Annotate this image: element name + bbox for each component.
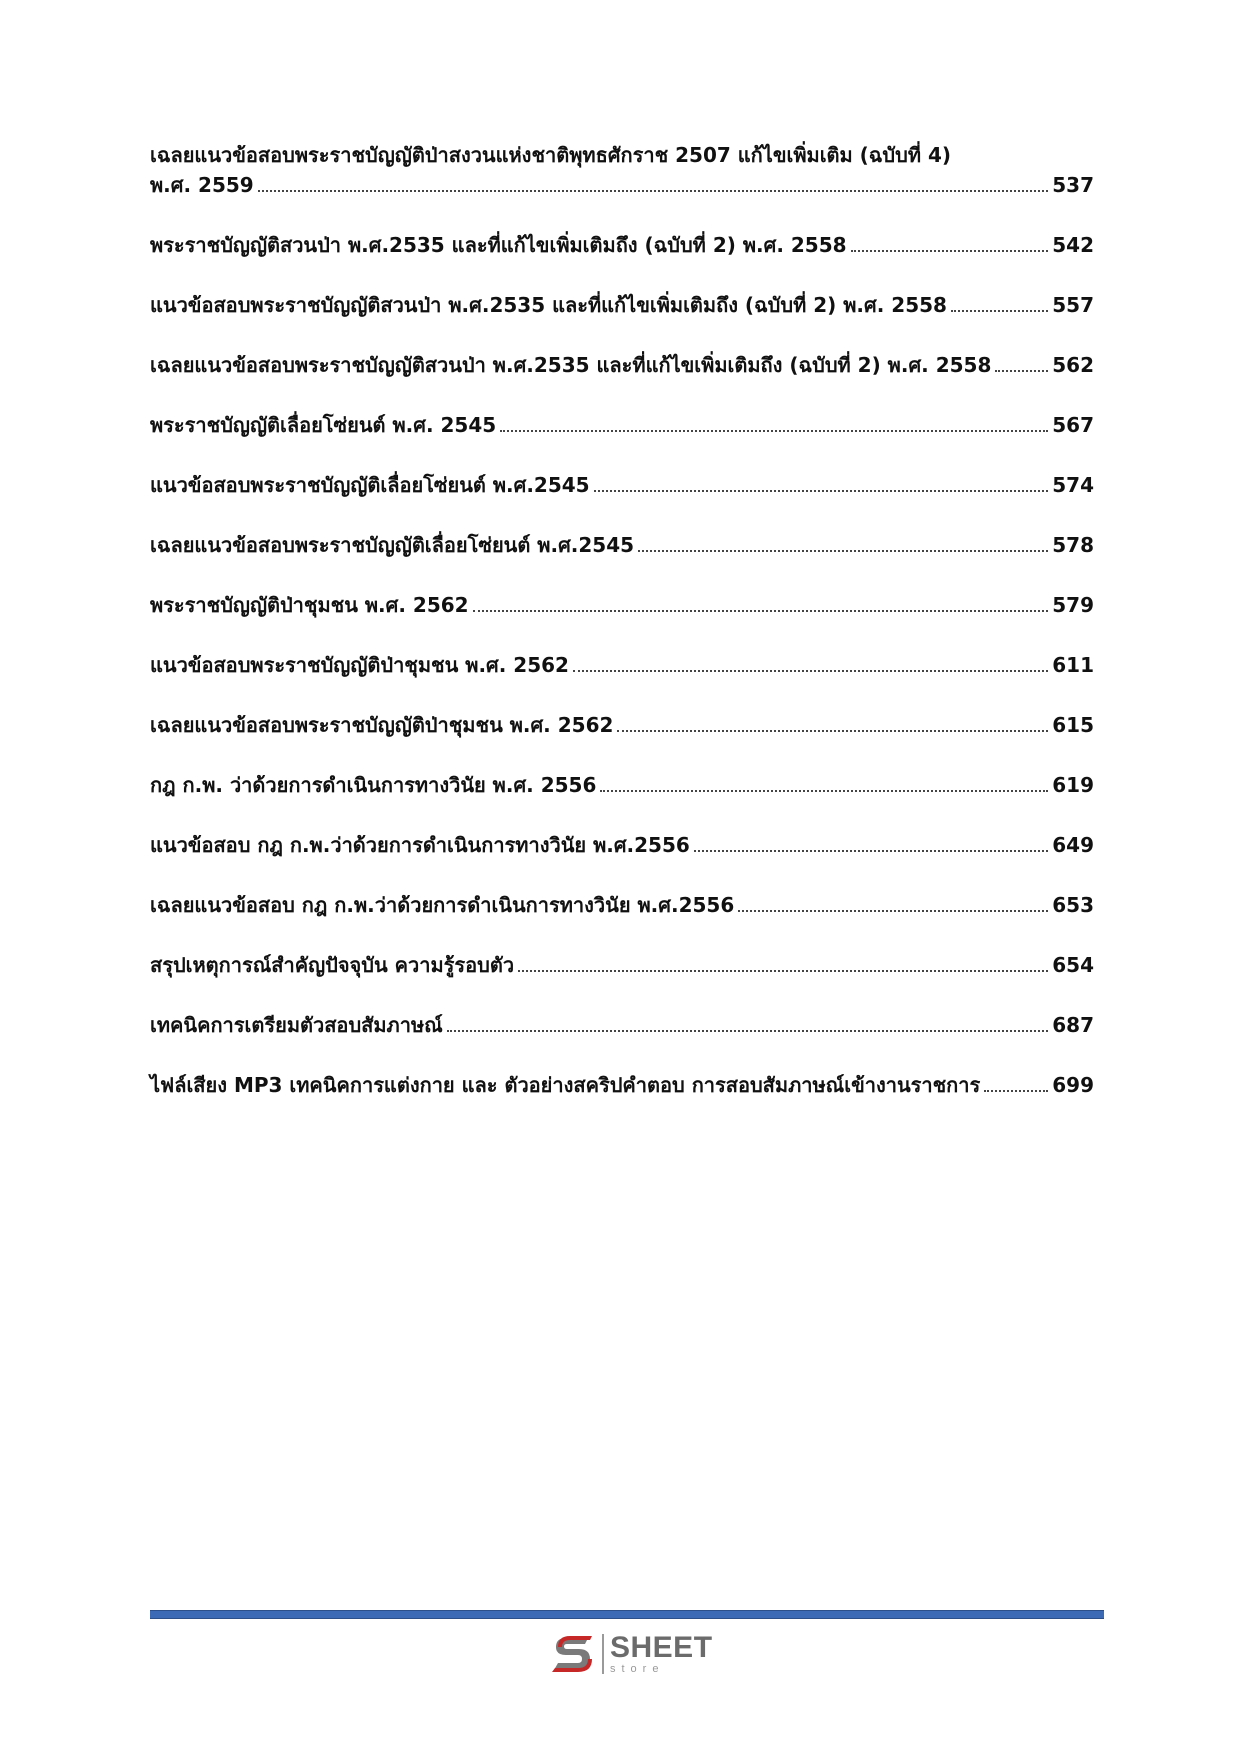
dot-leader: [638, 550, 1048, 552]
toc-entry-title: แนวข้อสอบพระราชบัญญัติสวนป่า พ.ศ.2535 และที่แก้ไขเพิ่มเติมถึง (ฉบับที่ 2) พ.ศ. 2558: [150, 293, 947, 317]
toc-entry-title: เฉลยแนวข้อสอบพระราชบัญญัติป่าสงวนแห่งชาติพุทธศักราช 2507 แก้ไขเพิ่มเติม (ฉบับที่ 4): [150, 143, 952, 167]
dot-leader: [600, 790, 1048, 792]
toc-entry-title: เทคนิคการเตรียมตัวสอบสัมภาษณ์: [150, 1013, 443, 1037]
dot-leader: [851, 250, 1049, 252]
logo-wordmark: [610, 1633, 713, 1675]
toc-entry[interactable]: [150, 1040, 1094, 1100]
dot-leader: [447, 1030, 1049, 1032]
dot-leader: [518, 970, 1048, 972]
dot-leader: [258, 190, 1049, 192]
toc-page-number: 574: [1052, 473, 1094, 497]
toc-entry-title: เฉลยแนวข้อสอบพระราชบัญญัติเลื่อยโซ่ยนต์ พ.ศ.2545: [150, 533, 635, 557]
toc-page-number: 699: [1052, 1073, 1094, 1097]
dot-leader: [473, 610, 1049, 612]
dot-leader: [984, 1090, 1048, 1092]
table-of-contents: [150, 140, 1094, 1100]
toc-entry[interactable]: [150, 680, 1094, 740]
logo-word: SHEET: [610, 1631, 713, 1664]
toc-page-number: 578: [1052, 533, 1094, 557]
toc-page-number: 542: [1052, 233, 1094, 257]
toc-entry-title: เฉลยแนวข้อสอบพระราชบัญญัติสวนป่า พ.ศ.2535 และที่แก้ไขเพิ่มเติมถึง (ฉบับที่ 2) พ.ศ. 2558: [150, 353, 992, 377]
toc-entry-title: เฉลยแนวข้อสอบ กฎ ก.พ.ว่าด้วยการดำเนินการทางวินัย พ.ศ.2556: [150, 893, 735, 917]
toc-entry-title: กฎ ก.พ. ว่าด้วยการดำเนินการทางวินัย พ.ศ. 2556: [150, 773, 597, 797]
toc-page-number: 687: [1052, 1013, 1094, 1037]
footer-divider: [150, 1610, 1104, 1619]
toc-page-number: 654: [1052, 953, 1094, 977]
toc-page-number: 579: [1052, 593, 1094, 617]
dot-leader: [951, 310, 1048, 312]
toc-page-number: 567: [1052, 413, 1094, 437]
toc-page-number: 611: [1052, 653, 1094, 677]
toc-entry[interactable]: [150, 920, 1094, 980]
dot-leader: [995, 370, 1048, 372]
toc-entry[interactable]: [150, 200, 1094, 260]
toc-entry[interactable]: [150, 860, 1094, 920]
logo-separator: [602, 1634, 604, 1674]
toc-entry[interactable]: [150, 800, 1094, 860]
toc-entry-title: พระราชบัญญัติสวนป่า พ.ศ.2535 และที่แก้ไขเพิ่มเติมถึง (ฉบับที่ 2) พ.ศ. 2558: [150, 233, 847, 257]
toc-page-number: 619: [1052, 773, 1094, 797]
toc-entry[interactable]: [150, 560, 1094, 620]
dot-leader: [500, 430, 1048, 432]
toc-entry[interactable]: [150, 320, 1094, 380]
toc-page-number: 537: [1052, 173, 1094, 197]
toc-page-number: 615: [1052, 713, 1094, 737]
toc-entry-title: แนวข้อสอบพระราชบัญญัติป่าชุมชน พ.ศ. 2562: [150, 653, 569, 677]
toc-entry[interactable]: [150, 980, 1094, 1040]
toc-page-number: 557: [1052, 293, 1094, 317]
toc-page-number: 649: [1052, 833, 1094, 857]
toc-entry[interactable]: [150, 260, 1094, 320]
toc-entry-title: พระราชบัญญัติเลื่อยโซ่ยนต์ พ.ศ. 2545: [150, 413, 497, 437]
toc-entry[interactable]: [150, 440, 1094, 500]
dot-leader: [694, 850, 1048, 852]
toc-entry-title: แนวข้อสอบ กฎ ก.พ.ว่าด้วยการดำเนินการทางวินัย พ.ศ.2556: [150, 833, 690, 857]
s-logo-icon: [548, 1630, 598, 1678]
toc-page-number: 653: [1052, 893, 1094, 917]
toc-page-number: 562: [1052, 353, 1094, 377]
toc-entry[interactable]: [150, 620, 1094, 680]
toc-entry[interactable]: [150, 740, 1094, 800]
toc-entry[interactable]: [150, 500, 1094, 560]
dot-leader: [738, 910, 1048, 912]
logo-subtext: store: [610, 1663, 665, 1675]
toc-entry-title: แนวข้อสอบพระราชบัญญัติเลื่อยโซ่ยนต์ พ.ศ.2545: [150, 473, 590, 497]
toc-entry-title: พระราชบัญญัติป่าชุมชน พ.ศ. 2562: [150, 593, 469, 617]
toc-entry-title: สรุปเหตุการณ์สำคัญปัจจุบัน ความรู้รอบตัว: [150, 953, 515, 977]
dot-leader: [594, 490, 1049, 492]
toc-entry-title-continued: พ.ศ. 2559: [150, 173, 254, 197]
sheet-store-logo: [548, 1630, 713, 1678]
toc-entry[interactable]: [150, 140, 1094, 200]
toc-entry-title: ไฟล์เสียง MP3 เทคนิคการแต่งกาย และ ตัวอย่างสคริปคำตอบ การสอบสัมภาษณ์เข้างานราชการ: [150, 1073, 981, 1097]
dot-leader: [617, 730, 1048, 732]
toc-entry-title: เฉลยแนวข้อสอบพระราชบัญญัติป่าชุมชน พ.ศ. 2562: [150, 713, 614, 737]
dot-leader: [573, 670, 1048, 672]
toc-entry[interactable]: [150, 380, 1094, 440]
